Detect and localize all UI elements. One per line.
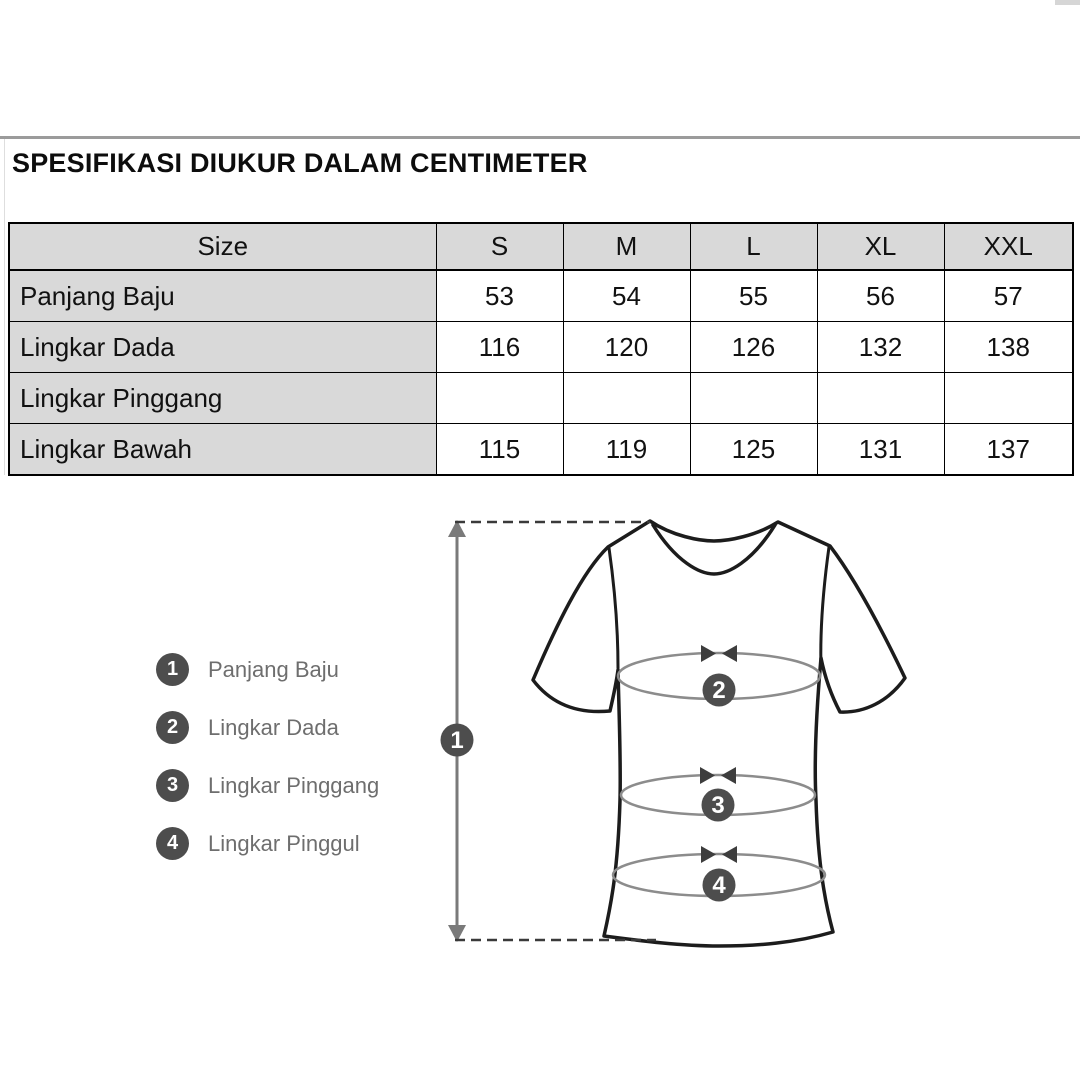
- marker-3-number: 3: [711, 792, 725, 819]
- row-label: Panjang Baju: [9, 270, 436, 322]
- size-value-cell: [563, 373, 690, 424]
- left-hairline-border: [4, 139, 5, 475]
- size-value-cell: 137: [944, 424, 1073, 476]
- row-label: Lingkar Bawah: [9, 424, 436, 476]
- table-row: [9, 373, 1073, 424]
- marker-4: [703, 869, 736, 902]
- corner-artifact: [1055, 0, 1080, 5]
- size-value-cell: 115: [436, 424, 563, 476]
- marker-1-number: 1: [450, 727, 464, 754]
- column-header-xl: XL: [817, 223, 944, 270]
- table-row: [9, 270, 1073, 322]
- legend-number-badge: 2: [156, 711, 189, 744]
- legend-label: Panjang Baju: [208, 656, 339, 682]
- size-chart-table: [8, 222, 1074, 476]
- size-value-cell: [944, 373, 1073, 424]
- size-value-cell: 131: [817, 424, 944, 476]
- legend-number-badge: 1: [156, 653, 189, 686]
- size-value-cell: 116: [436, 322, 563, 373]
- row-label: Lingkar Dada: [9, 322, 436, 373]
- size-value-cell: [690, 373, 817, 424]
- legend-label: Lingkar Pinggul: [208, 830, 360, 856]
- size-value-cell: 57: [944, 270, 1073, 322]
- size-value-cell: 138: [944, 322, 1073, 373]
- column-header-s: S: [436, 223, 563, 270]
- marker-2-number: 2: [712, 677, 726, 704]
- header-row: [9, 223, 1073, 270]
- legend-label: Lingkar Dada: [208, 714, 339, 740]
- size-value-cell: [436, 373, 563, 424]
- marker-2: [703, 674, 736, 707]
- size-value-cell: 126: [690, 322, 817, 373]
- size-value-cell: 53: [436, 270, 563, 322]
- column-header-xxl: XXL: [944, 223, 1073, 270]
- column-header-m: M: [563, 223, 690, 270]
- size-value-cell: 55: [690, 270, 817, 322]
- size-value-cell: 119: [563, 424, 690, 476]
- marker-1: [441, 724, 474, 757]
- column-header-size: Size: [9, 223, 436, 270]
- top-divider-line: [0, 136, 1080, 139]
- row-label: Lingkar Pinggang: [9, 373, 436, 424]
- legend-label: Lingkar Pinggang: [208, 772, 380, 798]
- legend-number-badge: 3: [156, 769, 189, 802]
- marker-3: [702, 789, 735, 822]
- table-row: [9, 424, 1073, 476]
- size-value-cell: 132: [817, 322, 944, 373]
- size-value-cell: 120: [563, 322, 690, 373]
- table-row: [9, 322, 1073, 373]
- size-value-cell: 125: [690, 424, 817, 476]
- legend-number-badge: 4: [156, 827, 189, 860]
- column-header-l: L: [690, 223, 817, 270]
- marker-4-number: 4: [712, 872, 726, 899]
- size-value-cell: [817, 373, 944, 424]
- size-value-cell: 54: [563, 270, 690, 322]
- tshirt-measurement-diagram: [0, 500, 1080, 970]
- size-value-cell: 56: [817, 270, 944, 322]
- page-title: SPESIFIKASI DIUKUR DALAM CENTIMETER: [12, 148, 588, 178]
